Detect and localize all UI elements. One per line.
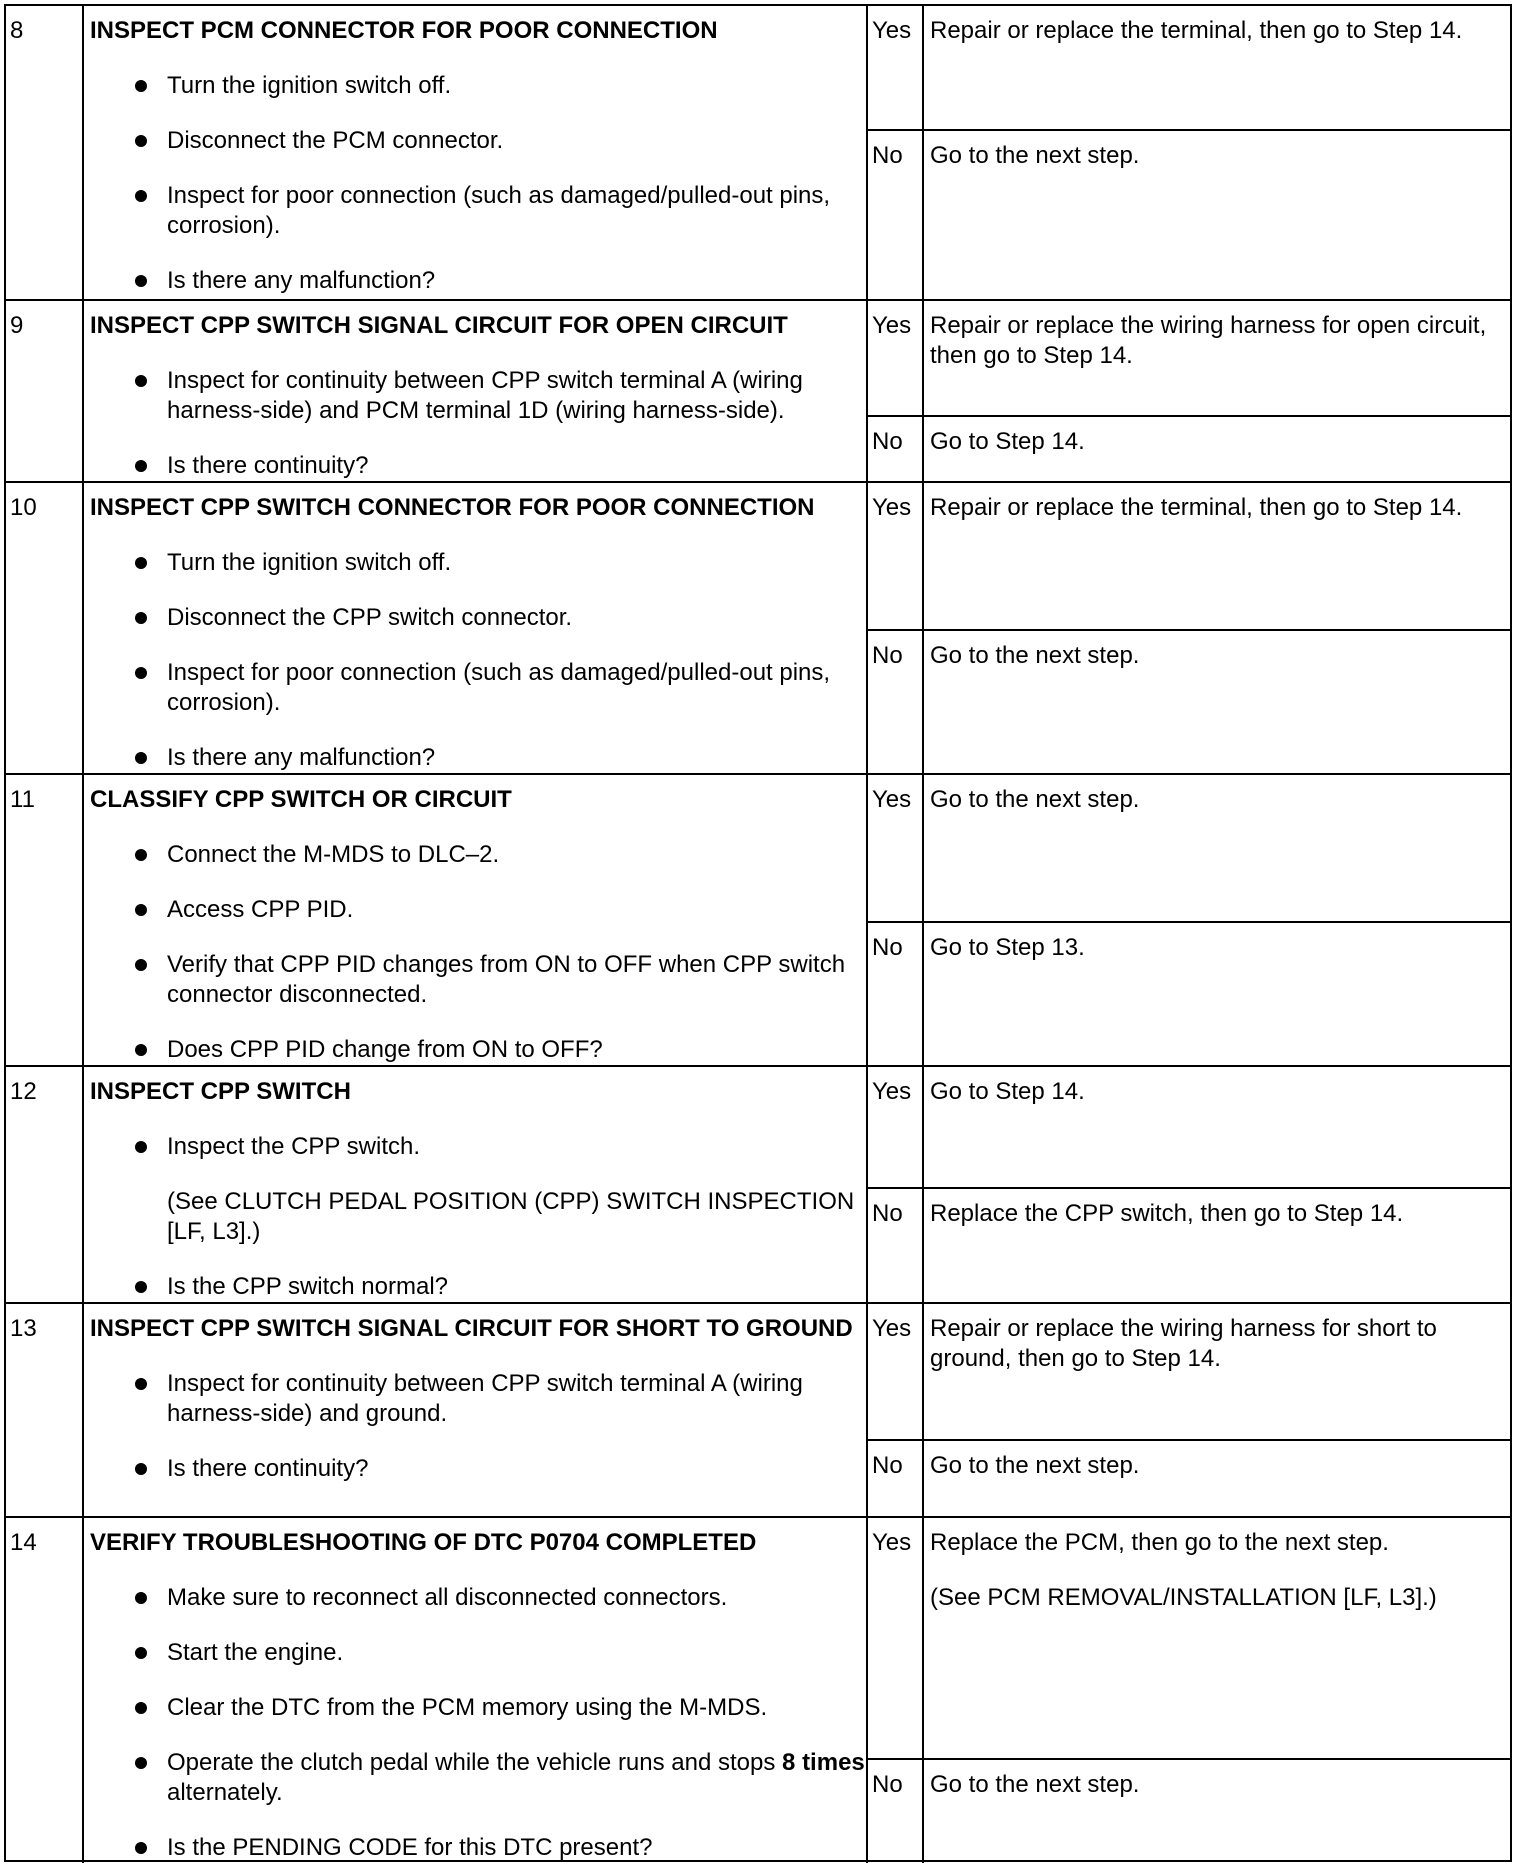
step-number: 9 xyxy=(6,301,84,483)
step-items xyxy=(90,366,866,481)
list-item: Is the PENDING CODE for this DTC present? xyxy=(90,1833,866,1863)
yes-label: Yes xyxy=(868,1067,924,1187)
no-action: Go to the next step. xyxy=(930,1771,1140,1798)
no-label: No xyxy=(868,417,924,481)
yes-action: Replace the PCM, then go to the next step. (See PCM REMOVAL/INSTALLATION [LF, L3].) xyxy=(924,1518,1510,1758)
yes-action: Repair or replace the wiring harness for short to ground, then go to Step 14. xyxy=(930,1315,1437,1372)
yes-row xyxy=(868,483,1510,629)
step-cell xyxy=(84,301,868,483)
step-number: 13 xyxy=(6,1304,84,1518)
step-title: VERIFY TROUBLESHOOTING OF DTC P0704 COMPLETED xyxy=(90,1529,757,1556)
reference-note: (See PCM REMOVAL/INSTALLATION [LF, L3].) xyxy=(930,1584,1437,1611)
step-number: 8 xyxy=(6,6,84,301)
yes-label: Yes xyxy=(868,6,924,129)
list-item: Connect the M-MDS to DLC–2. xyxy=(90,840,866,870)
list-item: Access CPP PID. xyxy=(90,895,866,925)
yes-action: Repair or replace the wiring harness for open circuit, then go to Step 14. xyxy=(930,312,1487,369)
troubleshooting-table xyxy=(4,4,1512,1862)
list-item: Is there any malfunction? xyxy=(90,743,866,773)
step-items xyxy=(90,840,866,1065)
no-row xyxy=(868,129,1510,299)
no-row xyxy=(868,921,1510,1065)
no-label: No xyxy=(868,1760,924,1863)
list-item: Disconnect the CPP switch connector. xyxy=(90,603,866,633)
step-cell xyxy=(84,6,868,301)
no-row xyxy=(868,629,1510,773)
list-item: Inspect for poor connection (such as damaged/pulled-out pins, corrosion). xyxy=(90,181,866,241)
response-cell xyxy=(868,1304,1510,1518)
list-item: Operate the clutch pedal while the vehicle runs and stops 8 times alternately. xyxy=(90,1748,866,1808)
no-action: Go to the next step. xyxy=(930,1452,1140,1479)
step-title: CLASSIFY CPP SWITCH OR CIRCUIT xyxy=(90,786,512,813)
step-title: INSPECT CPP SWITCH CONNECTOR FOR POOR CONNECTION xyxy=(90,494,815,521)
yes-label: Yes xyxy=(868,775,924,921)
step-number: 10 xyxy=(6,483,84,775)
list-item: Inspect for continuity between CPP switch terminal A (wiring harness-side) and PCM terminal 1D (wiring harness-side). xyxy=(90,366,866,426)
step-cell xyxy=(84,1067,868,1304)
no-label: No xyxy=(868,131,924,299)
step-title: INSPECT PCM CONNECTOR FOR POOR CONNECTION xyxy=(90,17,718,44)
yes-action: Repair or replace the terminal, then go to Step 14. xyxy=(930,17,1463,44)
no-action: Replace the CPP switch, then go to Step 14. xyxy=(930,1200,1404,1227)
step-items xyxy=(90,71,866,296)
list-item: Disconnect the PCM connector. xyxy=(90,126,866,156)
step-number: 11 xyxy=(6,775,84,1067)
no-action: Go to Step 14. xyxy=(930,428,1085,455)
yes-row xyxy=(868,775,1510,921)
list-item: Is there continuity? xyxy=(90,451,866,481)
step-title: INSPECT CPP SWITCH SIGNAL CIRCUIT FOR OPEN CIRCUIT xyxy=(90,312,788,339)
no-label: No xyxy=(868,631,924,773)
list-item: Does CPP PID change from ON to OFF? xyxy=(90,1035,866,1065)
step-number: 12 xyxy=(6,1067,84,1304)
response-cell xyxy=(868,301,1510,483)
no-action: Go to the next step. xyxy=(930,142,1140,169)
yes-action: Go to the next step. xyxy=(930,786,1140,813)
no-row xyxy=(868,415,1510,481)
troubleshooting-page xyxy=(4,4,1512,1862)
step-number: 14 xyxy=(6,1518,84,1863)
step-items xyxy=(90,1583,866,1863)
step-items xyxy=(90,548,866,773)
yes-row xyxy=(868,1518,1510,1758)
list-item: Verify that CPP PID changes from ON to OFF when CPP switch connector disconnected. xyxy=(90,950,866,1010)
list-item: Start the engine. xyxy=(90,1638,866,1668)
no-label: No xyxy=(868,923,924,1065)
list-item: Inspect for continuity between CPP switch terminal A (wiring harness-side) and ground. xyxy=(90,1369,866,1429)
list-item: Is there continuity? xyxy=(90,1454,866,1484)
list-item: Is the CPP switch normal? xyxy=(90,1272,866,1302)
yes-label: Yes xyxy=(868,1304,924,1439)
yes-row xyxy=(868,301,1510,415)
yes-label: Yes xyxy=(868,483,924,629)
response-cell xyxy=(868,6,1510,301)
list-item: Inspect for poor connection (such as damaged/pulled-out pins, corrosion). xyxy=(90,658,866,718)
step-cell xyxy=(84,1518,868,1863)
yes-label: Yes xyxy=(868,301,924,415)
yes-row xyxy=(868,1067,1510,1187)
step-cell xyxy=(84,483,868,775)
response-cell xyxy=(868,1518,1510,1863)
list-item: Is there any malfunction? xyxy=(90,266,866,296)
no-row xyxy=(868,1439,1510,1516)
yes-label: Yes xyxy=(868,1518,924,1758)
step-title: INSPECT CPP SWITCH SIGNAL CIRCUIT FOR SHORT TO GROUND xyxy=(90,1315,853,1342)
step-cell xyxy=(84,1304,868,1518)
yes-action: Go to Step 14. xyxy=(930,1078,1085,1105)
step-title: INSPECT CPP SWITCH xyxy=(90,1078,351,1105)
list-item: Make sure to reconnect all disconnected connectors. xyxy=(90,1583,866,1613)
no-label: No xyxy=(868,1441,924,1516)
list-item: Clear the DTC from the PCM memory using the M-MDS. xyxy=(90,1693,866,1723)
step-items xyxy=(90,1132,866,1302)
list-item: Turn the ignition switch off. xyxy=(90,548,866,578)
no-row xyxy=(868,1758,1510,1863)
response-cell xyxy=(868,483,1510,775)
response-cell xyxy=(868,775,1510,1067)
no-label: No xyxy=(868,1189,924,1302)
reference-note: (See CLUTCH PEDAL POSITION (CPP) SWITCH INSPECTION [LF, L3].) xyxy=(167,1188,855,1245)
yes-action: Repair or replace the terminal, then go to Step 14. xyxy=(930,494,1463,521)
response-cell xyxy=(868,1067,1510,1304)
no-action: Go to Step 13. xyxy=(930,934,1085,961)
no-row xyxy=(868,1187,1510,1302)
list-item: Inspect the CPP switch. xyxy=(90,1132,866,1162)
yes-row xyxy=(868,6,1510,129)
yes-row xyxy=(868,1304,1510,1439)
list-item: Turn the ignition switch off. xyxy=(90,71,866,101)
no-action: Go to the next step. xyxy=(930,642,1140,669)
step-items xyxy=(90,1369,866,1484)
step-cell xyxy=(84,775,868,1067)
